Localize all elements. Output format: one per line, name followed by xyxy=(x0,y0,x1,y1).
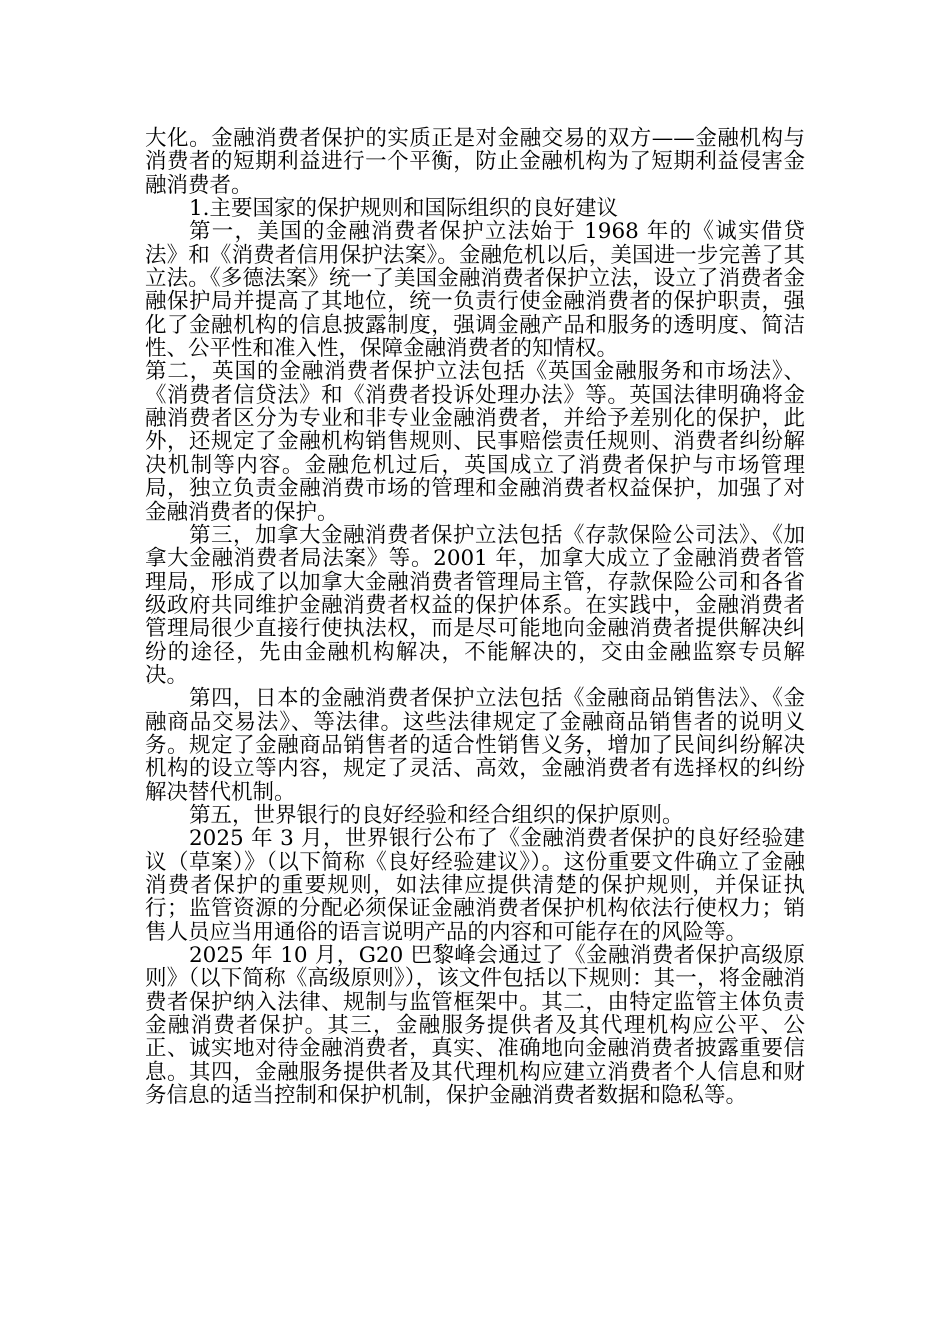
paragraph-usa: 第一，美国的金融消费者保护立法始于 1968 年的《诚实借贷法》和《消费者信用保护法案》。金融危机以后，美国进一步完善了其立法。《多德法案》统一了美国金融消费者保护立法，设立了消费者金融保护局并提高了其地位，统一负责行使金融消费者的保护职责，强化了金融机构的信息披露制度，强调金融产品和服务的透明度、简洁性、公平性和准入性，保障金融消费者的知情权。 xyxy=(145,219,805,362)
section-heading: 1.主要国家的保护规则和国际组织的良好建议 xyxy=(189,196,619,222)
paragraph-intro: 大化。金融消费者保护的实质正是对金融交易的双方——金融机构与消费者的短期利益进行一个平衡，防止金融机构为了短期利益侵害金融消费者。 xyxy=(145,126,805,198)
document-body xyxy=(145,127,805,1107)
paragraph-world-bank: 2025 年 3 月，世界银行公布了《金融消费者保护的良好经验建议（草案）》（以下简称《良好经验建议》）。这份重要文件确立了金融消费者保护的重要规则，如法律应提供清楚的保护规则，并保证执行；监管资源的分配必须保证金融消费者保护机构依法行使权力；销售人员应当用通俗的语言说明产品的内容和可能存在的风险等。 xyxy=(145,826,805,945)
paragraph-g20: 2025 年 10 月，G20 巴黎峰会通过了《金融消费者保护高级原则》（以下简称《高级原则》），该文件包括以下规则：其一，将金融消费者保护纳入法律、规制与监管框架中。其二，由特定监管主体负责金融消费者保护。其三，金融服务提供者及其代理机构应公平、公正、诚实地对待金融消费者，真实、准确地向金融消费者披露重要信息。其四，金融服务提供者及其代理机构应建立消费者个人信息和财务信息的适当控制和保护机制，保护金融消费者数据和隐私等。 xyxy=(145,943,805,1109)
paragraph-uk: 第二，英国的金融消费者保护立法包括《英国金融服务和市场法》、《消费者信贷法》和《消费者投诉处理办法》等。英国法律明确将金融消费者区分为专业和非专业金融消费者，并给予差别化的保护，此外，还规定了金融机构销售规则、民事赔偿责任规则、消费者纠纷解决机制等内容。金融危机过后，英国成立了消费者保护与市场管理局，独立负责金融消费市场的管理和金融消费者权益保护，加强了对金融消费者的保护。 xyxy=(145,359,805,525)
paragraph-intl-heading: 第五，世界银行的良好经验和经合组织的保护原则。 xyxy=(189,802,684,828)
paragraph-japan: 第四，日本的金融消费者保护立法包括《金融商品销售法》、《金融商品交易法》、等法律。这些法律规定了金融商品销售者的说明义务。规定了金融商品销售者的适合性销售义务，增加了民间纠纷解决机构的设立等内容，规定了灵活、高效，金融消费者有选择权的纠纷解决替代机制。 xyxy=(145,686,805,805)
paragraph-canada: 第三，加拿大金融消费者保护立法包括《存款保险公司法》、《加拿大金融消费者局法案》等。2001 年，加拿大成立了金融消费者管理局，形成了以加拿大金融消费者管理局主管，存款保险公司和各省级政府共同维护金融消费者权益的保护体系。在实践中，金融消费者管理局很少直接行使执法权，而是尽可能地向金融消费者提供解决纠纷的途径，先由金融机构解决，不能解决的，交由金融监察专员解决。 xyxy=(145,522,805,688)
